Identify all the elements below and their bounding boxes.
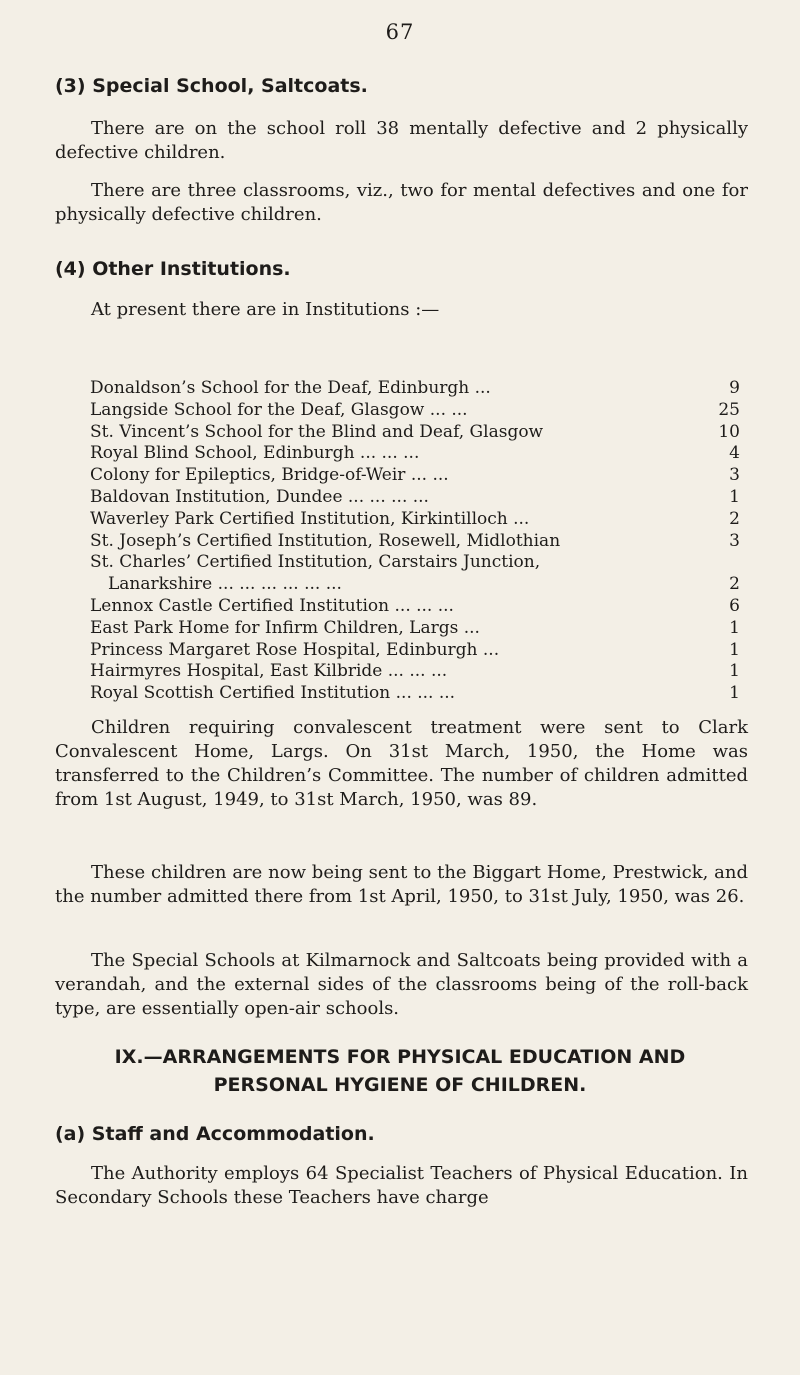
institutions-intro: At present there are in Institutions :— — [91, 299, 440, 320]
section-9-title-line-1: IX.—ARRANGEMENTS FOR PHYSICAL EDUCATION AND — [114, 1046, 686, 1068]
section-4-heading: (4) Other Institutions. — [55, 258, 291, 280]
convalescent-paragraph: Children requiring convalescent treatment were sent to Clark Convalescent Home, Largs. On 31st March, 1950, the Home was transferred to the Children’s Committee. The number of children admitted from 1st August, 1949, to 31st March, 1950, was 89. — [55, 717, 748, 810]
biggart-home-paragraph: These children are now being sent to the Biggart Home, Prestwick, and the number admitted there from 1st April, 1950, to 31st July, 1950, was 26. — [55, 862, 748, 907]
open-air-schools-paragraph: The Special Schools at Kilmarnock and Saltcoats being provided with a verandah, and the external sides of the classrooms being of the roll-back type, are essentially open-air schools. — [55, 950, 748, 1019]
institution-count: 1 — [729, 661, 740, 682]
list-item — [90, 683, 740, 705]
institution-name: Donaldson’s School for the Deaf, Edinburgh ... — [90, 378, 491, 398]
institution-name: St. Charles’ Certified Institution, Carstairs Junction, — [90, 552, 541, 573]
staff-accommodation-heading: (a) Staff and Accommodation. — [55, 1123, 375, 1145]
institution-count: 3 — [729, 465, 740, 486]
list-item — [90, 422, 740, 444]
institution-name: Baldovan Institution, Dundee ... ... ... ... — [90, 486, 429, 507]
institution-count: 1 — [729, 639, 740, 660]
staff-paragraph: The Authority employs 64 Specialist Teachers of Physical Education. In Secondary Schools these Teachers have charge — [55, 1163, 748, 1208]
institution-count: 1 — [729, 683, 740, 704]
list-item — [90, 640, 740, 662]
list-item — [90, 487, 740, 509]
list-item — [90, 574, 740, 596]
institution-count: 6 — [729, 595, 740, 616]
institution-count: 1 — [729, 486, 740, 507]
list-item — [90, 596, 740, 618]
institution-name: Princess Margaret Rose Hospital, Edinburgh ... — [90, 639, 500, 660]
list-item — [90, 400, 740, 422]
institution-count: 2 — [729, 574, 740, 595]
institution-name: Lennox Castle Certified Institution ... ... ... — [90, 595, 454, 616]
institution-count: 2 — [729, 508, 740, 529]
list-item — [90, 661, 740, 683]
section-3-heading: (3) Special School, Saltcoats. — [55, 75, 368, 97]
institution-count: 3 — [729, 530, 740, 551]
institution-name: Royal Scottish Certified Institution ... ... ... — [90, 683, 456, 704]
institution-count: 10 — [718, 421, 740, 442]
list-item — [90, 509, 740, 531]
institution-count: 9 — [729, 378, 740, 398]
institution-name: Royal Blind School, Edinburgh ... ... ... — [90, 443, 420, 464]
list-item — [90, 443, 740, 465]
section-3-paragraph-2: There are three classrooms, viz., two for mental defectives and one for physically defective children. — [55, 180, 748, 225]
institution-name: Hairmyres Hospital, East Kilbride ... ... ... — [90, 661, 448, 682]
institution-name: Colony for Epileptics, Bridge-of-Weir ... ... — [90, 465, 449, 486]
list-item — [90, 465, 740, 487]
list-item — [90, 531, 740, 553]
institution-name: Waverley Park Certified Institution, Kirkintilloch ... — [90, 508, 530, 529]
institution-count: 1 — [729, 617, 740, 638]
list-item — [90, 378, 740, 400]
institution-count: 4 — [729, 443, 740, 464]
institution-name: Langside School for the Deaf, Glasgow ... ... — [90, 399, 468, 420]
institution-name: St. Vincent’s School for the Blind and Deaf, Glasgow — [90, 421, 544, 442]
institution-name: Lanarkshire ... ... ... ... ... ... — [108, 574, 342, 595]
institutions-list — [90, 378, 740, 705]
institution-name: East Park Home for Infirm Children, Largs ... — [90, 617, 480, 638]
institution-name: St. Joseph’s Certified Institution, Rosewell, Midlothian — [90, 530, 561, 551]
institution-count: 25 — [718, 399, 740, 420]
section-9-title-line-2: PERSONAL HYGIENE OF CHILDREN. — [213, 1074, 587, 1096]
list-item — [90, 552, 740, 574]
list-item — [90, 618, 740, 640]
section-3-paragraph-1: There are on the school roll 38 mentally defective and 2 physically defective children. — [55, 118, 748, 163]
page-number: 67 — [385, 20, 415, 44]
